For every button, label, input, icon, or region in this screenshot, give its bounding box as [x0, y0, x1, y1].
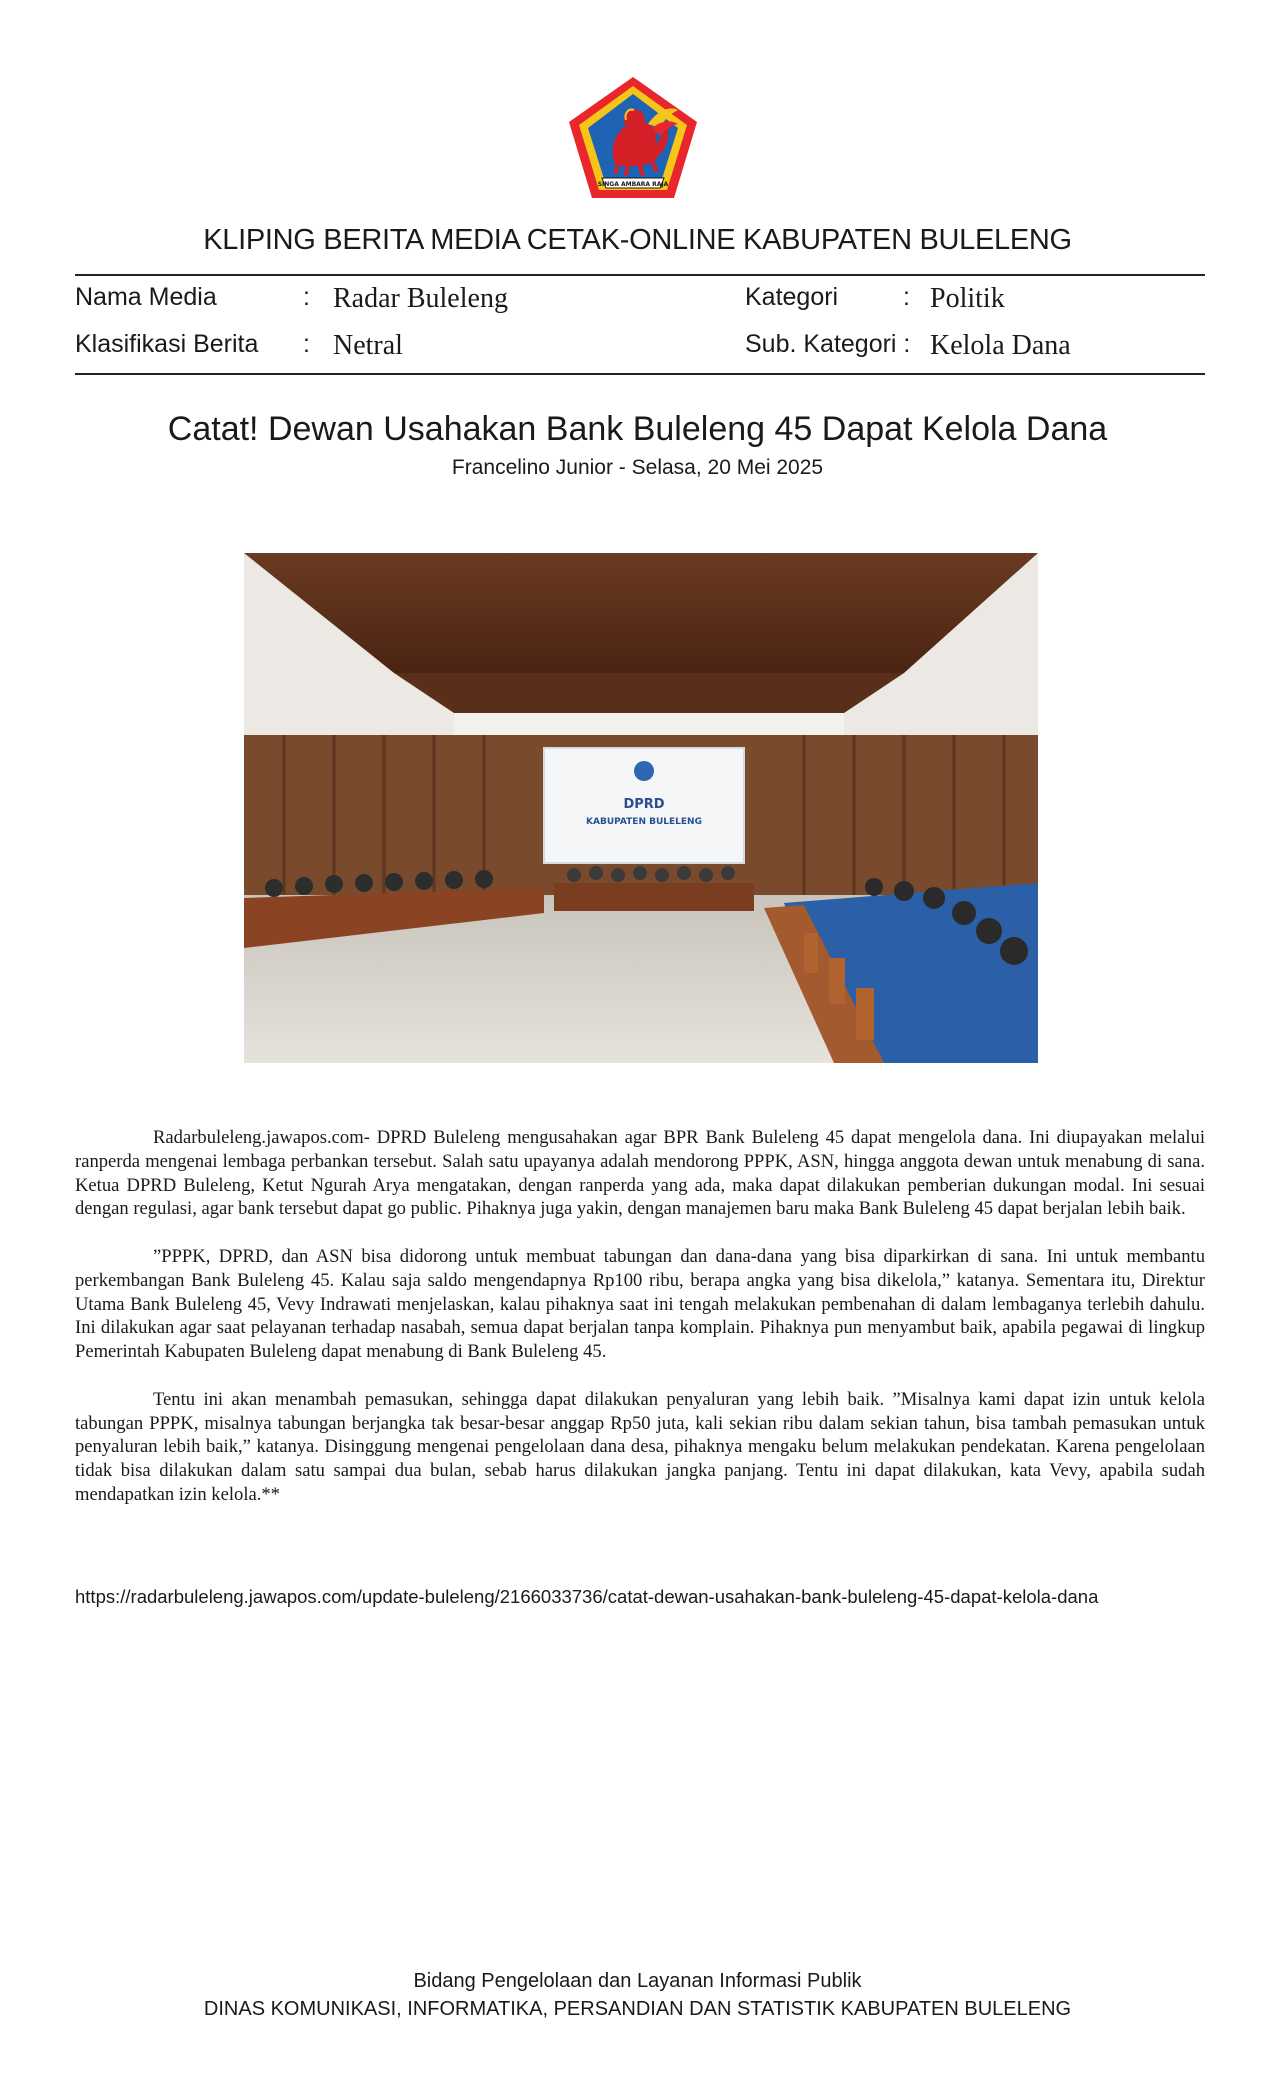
- news-classification-colon: :: [303, 330, 310, 358]
- header-divider-bottom: [75, 373, 1205, 375]
- media-name-colon: :: [303, 283, 310, 311]
- category-colon: :: [903, 283, 910, 311]
- footer-agency: DINAS KOMUNIKASI, INFORMATIKA, PERSANDIAN DAN STATISTIK KABUPATEN BULELENG: [203, 1998, 1072, 2020]
- source-url: https://radarbuleleng.jawapos.com/update-buleleng/2166033736/catat-dewan-usahakan-bank-buleleng-45-dapat-kelola-dana: [75, 1586, 1099, 1607]
- media-name-label: Nama Media: [75, 283, 217, 311]
- news-classification-label: Klasifikasi Berita: [75, 330, 259, 358]
- header-divider-top: [75, 274, 1205, 276]
- media-name-value: Radar Buleleng: [333, 283, 508, 314]
- kabupaten-buleleng-logo: [566, 74, 700, 202]
- article-photo: [244, 553, 1038, 1063]
- category-label: Kategori: [745, 283, 839, 311]
- category-value: Politik: [930, 283, 1005, 314]
- article-byline: Francelino Junior - Selasa, 20 Mei 2025: [451, 456, 824, 479]
- svg-text:DPRD: DPRD: [623, 797, 665, 812]
- article-paragraph: Tentu ini akan menambah pemasukan, sehingga dapat dilakukan penyaluran yang lebih baik. ”Misalnya kami dapat izin untuk kelola tabungan PPPK, misalnya tabungan berjangka tak besar-besar anggap Rp50 juta, kali sekian ribu dalam sekian tahun, bisa tambah pemasukan untuk penyaluran lebih baik,” katanya. Disinggung mengenai pengelolaan dana desa, pihaknya mengaku belum melakukan pendekatan. Karena pengelolaan tidak bisa dilakukan dalam satu sampai dua bulan, sebab harus dilakukan jangka panjang. Tentu ini dapat dilakukan, kata Vevy, apabila sudah mendapatkan izin kelola.**: [75, 1388, 1205, 1505]
- article-title: Catat! Dewan Usahakan Bank Buleleng 45 Dapat Kelola Dana: [167, 410, 1108, 448]
- svg-text:KABUPATEN BULELENG: KABUPATEN BULELENG: [586, 817, 702, 827]
- svg-text:SINGA AMBARA RAJA: SINGA AMBARA RAJA: [597, 181, 669, 188]
- sub-category-label: Sub. Kategori :: [745, 330, 911, 358]
- article-paragraph: ”PPPK, DPRD, dan ASN bisa didorong untuk membuat tabungan dan dana-dana yang bisa diparkirkan di sana. Ini untuk membantu perkembangan Bank Buleleng 45. Kalau saja saldo mengendapnya Rp100 ribu, berapa angka yang bisa dikelola,” katanya. Sementara itu, Direktur Utama Bank Buleleng 45, Vevy Indrawati menjelaskan, kalau pihaknya saat ini tengah melakukan pembenahan di dalam lembaganya terlebih dahulu. Ini dilakukan agar saat pelayanan terhadap nasabah, semua dapat berjalan tanpa komplain. Pihaknya pun menyambut baik, apabila pegawai di lingkup Pemerintah Kabupaten Buleleng dapat menabung di Bank Buleleng 45.: [75, 1245, 1205, 1363]
- footer-department: Bidang Pengelolaan dan Layanan Informasi Publik: [413, 1970, 862, 1992]
- article-body: [75, 1126, 1205, 1531]
- clipping-header-title: KLIPING BERITA MEDIA CETAK-ONLINE KABUPATEN BULELENG: [203, 224, 1072, 256]
- sub-category-value: Kelola Dana: [930, 330, 1071, 361]
- news-classification-value: Netral: [333, 330, 403, 361]
- article-paragraph: Radarbuleleng.jawapos.com- DPRD Buleleng mengusahakan agar BPR Bank Buleleng 45 dapat mengelola dana. Ini diupayakan melalui ranperda mengenai lembaga perbankan tersebut. Salah satu upayanya adalah mendorong PPPK, ASN, hingga anggota dewan untuk menabung di sana. Ketua DPRD Buleleng, Ketut Ngurah Arya mengatakan, dengan ranperda yang ada, maka dapat dilakukan pemberian dukungan modal. Ini sesuai dengan regulasi, agar bank tersebut dapat go public. Pihaknya juga yakin, dengan manajemen baru maka Bank Buleleng 45 dapat berjalan lebih baik.: [75, 1127, 1205, 1220]
- lion-emblem-icon: [566, 74, 700, 202]
